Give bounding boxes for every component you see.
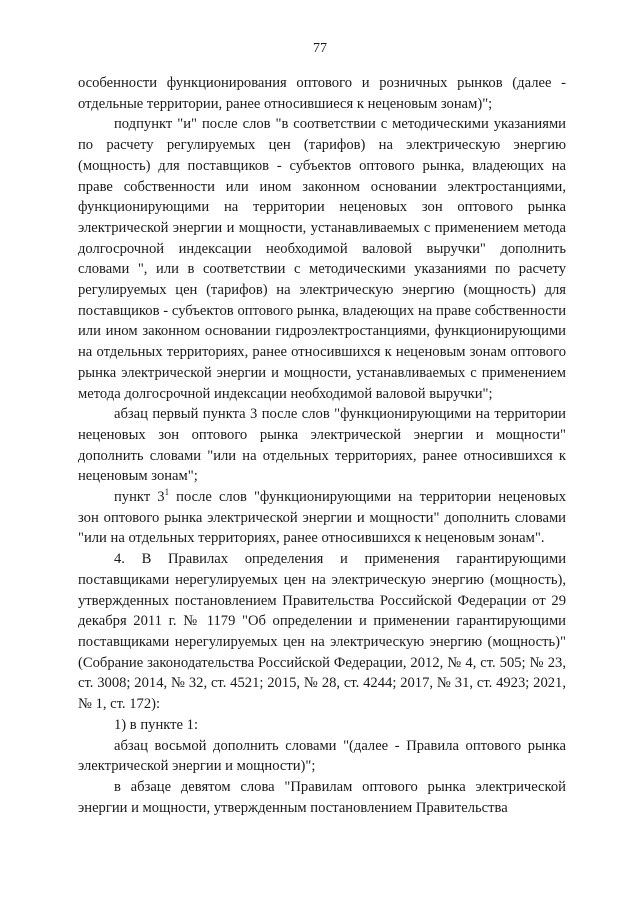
document-body [78,73,566,818]
paragraph-3: абзац первый пункта 3 после слов "функционирующими на территории неценовых зон оптового рынка электрической энергии и мощности" дополнить словами "или на отдельных территориях, ранее относившихся к неценовым зонам"; [78,406,566,485]
paragraph-4 [78,487,566,549]
paragraph-2: подпункт "и" после слов "в соответствии с методическими указаниями по расчету регулируемых цен (тарифов) на электрическую энергию (мощность) для поставщиков - субъектов оптового рынка, владеющих на праве собственности или ином законном основании электростанциями, функционирующими на территории неценовых зон оптового рынка электрической энергии и мощности, устанавливаемых с применением метода долгосрочной индексации необходимой валовой выручки" дополнить словами ", или в соответствии с методическими указаниями по расчету регулируемых цен (тарифов) на электрическую энергию (мощность) для поставщиков - субъектов оптового рынка, владеющих на праве собственности или ином законном основании гидроэлектростанциями, функционирующими на отдельных территориях, ранее относившихся к неценовым зонам оптового рынка электрической энергии и мощности, устанавливаемых с применением метода долгосрочной индексации необходимой валовой выручки"; [78,116,566,402]
paragraph-7: абзац восьмой дополнить словами "(далее - Правила оптового рынка электрической энергии и мощности)"; [78,737,566,775]
paragraph-6: 1) в пункте 1: [114,716,199,733]
page-number: 77 [313,41,327,56]
paragraph-4-superscript: 1 [164,487,170,498]
paragraph-8: в абзаце девятом слова "Правилам оптового рынка электрической энергии и мощности, утвержденным постановлением Правительства [78,778,566,816]
paragraph-1: особенности функционирования оптового и розничных рынков (далее - отдельные территории, ранее относившиеся к неценовым зонам)"; [78,75,566,112]
paragraph-5: 4. В Правилах определения и применения гарантирующими поставщиками нерегулируемых цен на электрическую энергию (мощность), утвержденных постановлением Правительства Российской Федерации от 29 декабря 2011 г. № 1179 "Об определении и применении гарантирующими поставщиками нерегулируемых цен на электрическую энергию (мощность)" (Собрание законодательства Российской Федерации, 2012, № 4, ст. 505; № 23, ст. 3008; 2014, № 32, ст. 4521; 2015, № 28, ст. 4244; 2017, № 31, ст. 4923; 2021, № 1, ст. 172): [78,551,566,713]
paragraph-4-start: пункт 3 [114,489,165,506]
paragraph-4-rest: после слов "функционирующими на территории неценовых зон оптового рынка электрической энергии и мощности" дополнить словами "или на отдельных территориях, ранее относившихся к неценовым зонам". [78,489,566,547]
